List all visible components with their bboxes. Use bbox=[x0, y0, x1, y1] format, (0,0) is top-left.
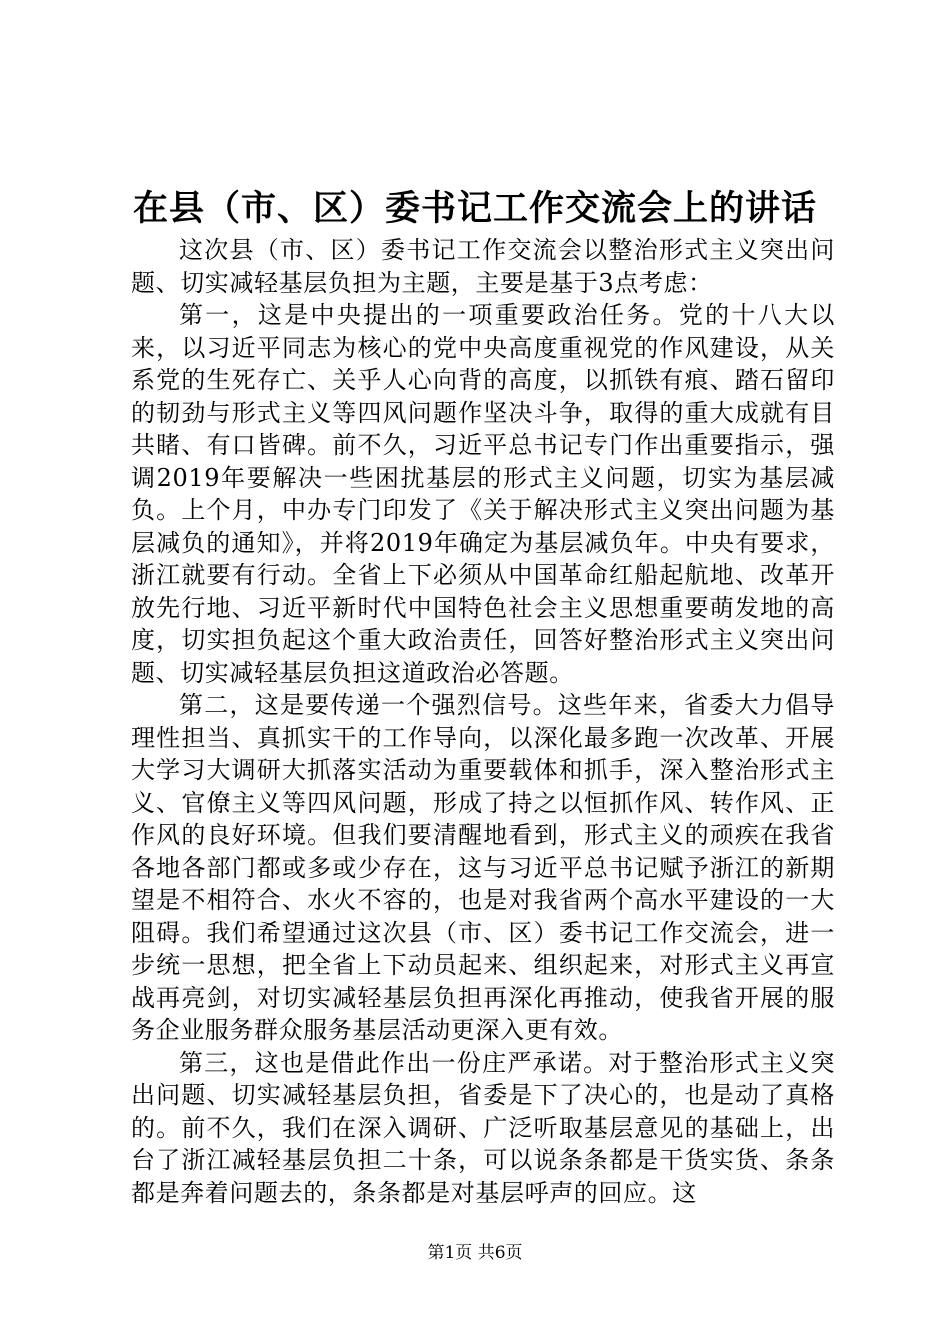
paragraph-intro: 这次县（市、区）委书记工作交流会以整治形式主义突出问题、切实减轻基层负担为主题，主要是基于3点考虑： bbox=[131, 236, 835, 297]
paragraph-third-point: 第三，这也是借此作出一份庄严承诺。对于整治形式主义突出问题、切实减轻基层负担，省委是下了决心的，也是动了真格的。前不久，我们在深入调研、广泛听取基层意见的基础上，出台了浙江减轻基层负担二十条，可以说条条都是干货实货、条条都是奔着问题去的，条条都是对基层呼声的回应。这 bbox=[131, 1048, 835, 1207]
paragraph-second-point: 第二，这是要传递一个强烈信号。这些年来，省委大力倡导理性担当、真抓实干的工作导向，以深化最多跑一次改革、开展大学习大调研大抓落实活动为重要载体和抓手，深入整治形式主义、官僚主义等四风问题，形成了持之以恒抓作风、转作风、正作风的良好环境。但我们要清醒地看到，形式主义的顽疾在我省各地各部门都或多或少存在，这与习近平总书记赋予浙江的新期望是不相符合、水火不容的，也是对我省两个高水平建设的一大阻碍。我们希望通过这次县（市、区）委书记工作交流会，进一步统一思想，把全省上下动员起来、组织起来，对形式主义再宣战再亮剑，对切实减轻基层负担再深化再推动，使我省开展的服务企业服务群众服务基层活动更深入更有效。 bbox=[131, 691, 835, 1044]
page-number-footer: 第1页 共6页 bbox=[427, 1243, 523, 1263]
document-body bbox=[131, 234, 835, 1209]
document-title: 在县（市、区）委书记工作交流会上的讲话 bbox=[132, 188, 817, 229]
paragraph-first-point: 第一，这是中央提出的一项重要政治任务。党的十八大以来，以习近平同志为核心的党中央高度重视党的作风建设，从关系党的生死存亡、关乎人心向背的高度，以抓铁有痕、踏石留印的韧劲与形式主义等四风问题作坚决斗争，取得的重大成就有目共睹、有口皆碑。前不久，习近平总书记专门作出重要指示，强调2019年要解决一些困扰基层的形式主义问题，切实为基层减负。上个月，中办专门印发了《关于解决形式主义突出问题为基层减负的通知》，并将2019年确定为基层减负年。中央有要求，浙江就要有行动。全省上下必须从中国革命红船起航地、改革开放先行地、习近平新时代中国特色社会主义思想重要萌发地的高度，切实担负起这个重大政治责任，回答好整治形式主义突出问题、切实减轻基层负担这道政治必答题。 bbox=[131, 301, 835, 687]
